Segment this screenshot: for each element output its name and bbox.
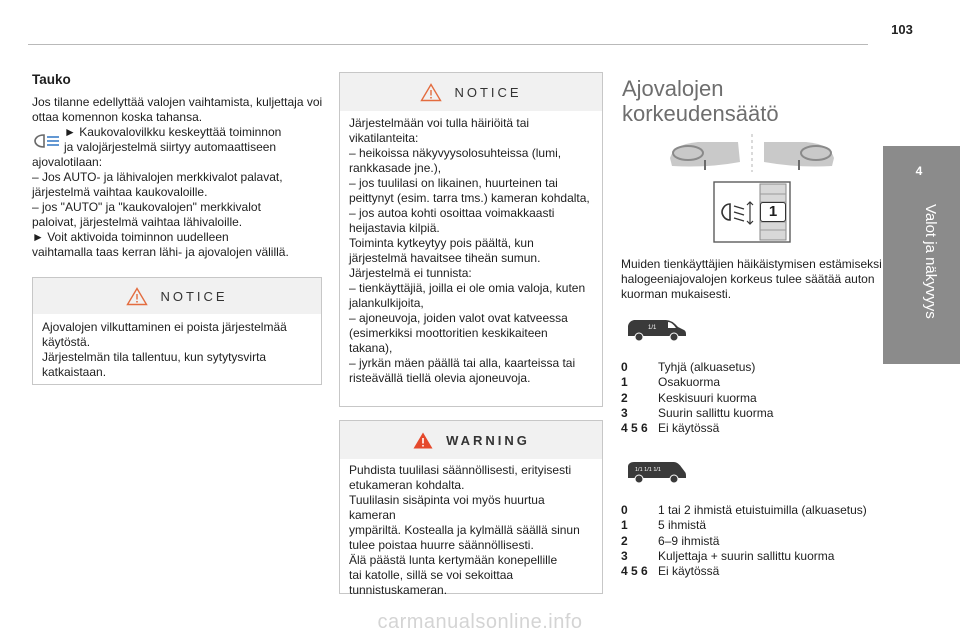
notice-line: Ajovalojen vilkuttaminen ei poista järjestelmää bbox=[42, 320, 287, 334]
warning-triangle-icon bbox=[420, 83, 442, 102]
legend-text: Tyhjä (alkuasetus) bbox=[658, 360, 756, 374]
legend-text: Ei käytössä bbox=[658, 421, 720, 436]
legend-row bbox=[621, 375, 773, 390]
warning-line: Puhdista tuulilasi säännöllisesti, erityisesti bbox=[349, 463, 572, 477]
passenger-load-legend bbox=[621, 503, 867, 579]
notice-line: – ajoneuvoja, joiden valot ovat katveessa bbox=[349, 311, 568, 325]
notice-line: – jos autoa kohti osoittaa voimakkaasti bbox=[349, 206, 555, 220]
notice-line: heijastavia kilpiä. bbox=[349, 221, 440, 235]
dashboard-steering-illustration bbox=[668, 132, 838, 174]
notice-line: rankkasade jne.), bbox=[349, 161, 442, 175]
header-rule bbox=[28, 44, 868, 45]
notice-line: jalankulkijoita, bbox=[349, 296, 424, 310]
legend-text: 6–9 ihmistä bbox=[658, 533, 720, 548]
legend-row bbox=[621, 549, 867, 564]
pause-line: paloivat, järjestelmä vaihtaa lähivaloille. bbox=[32, 215, 243, 229]
pause-line: ja valojärjestelmä siirtyy automaattiseen bbox=[64, 140, 277, 154]
notice-line: – jos tuulilasi on likainen, huurteinen tai bbox=[349, 176, 558, 190]
warning-line: ympäriltä. Kostealla ja kylmällä säällä sinun bbox=[349, 523, 580, 537]
legend-key: 1 bbox=[621, 375, 628, 390]
notice-line: Järjestelmän tila tallentuu, kun sytytysvirta bbox=[42, 350, 267, 364]
warning-line: Tuulilasin sisäpinta voi myös huurtua kameran bbox=[349, 493, 545, 522]
pause-line: ajovalotilaan: bbox=[32, 155, 103, 169]
leveling-title bbox=[622, 76, 779, 126]
pause-line: järjestelmä vaihtaa kaukovaloille. bbox=[32, 185, 208, 199]
pause-line: vaihtamalla taas kerran lähi- ja ajovalojen välillä. bbox=[32, 245, 289, 259]
legend-text: Suurin sallittu kuorma bbox=[658, 405, 774, 420]
pause-indent-block bbox=[32, 125, 324, 155]
legend-row bbox=[621, 564, 867, 579]
van-icon bbox=[626, 318, 688, 342]
notice-line: – jyrkän mäen päällä tai alla, kaarteissa tai bbox=[349, 356, 576, 370]
legend-text: 1 tai 2 ihmistä etuistuimilla (alkuasetus) bbox=[658, 503, 867, 517]
pause-intro: Jos tilanne edellyttää valojen vaihtamista, kuljettaja voi ottaa komennon koska tahansa. bbox=[32, 95, 323, 124]
leveling-title-line: Ajovalojen bbox=[622, 76, 724, 101]
leveling-intro: Muiden tienkäyttäjien häikäistymisen estämiseksi halogeeniajovalojen korkeus tulee säätää auton kuorman mukaisesti. bbox=[621, 257, 882, 301]
notice-header bbox=[33, 278, 321, 314]
notice-line: katkaistaan. bbox=[42, 365, 107, 379]
pause-line: ► Voit aktivoida toiminnon uudelleen bbox=[32, 230, 229, 244]
legend-key: 1 bbox=[621, 518, 628, 533]
legend-row bbox=[621, 391, 773, 406]
pause-line: – jos "AUTO" ja "kaukovalojen" merkkivalot bbox=[32, 200, 261, 214]
warning-line: tunnistuskameran. bbox=[349, 583, 448, 597]
notice-line: (esimerkiksi moottoritien keskikaiteen bbox=[349, 326, 548, 340]
legend-row bbox=[621, 534, 867, 549]
notice-line: – tienkäyttäjiä, joilla ei ole omia valoja, kuten bbox=[349, 281, 586, 295]
legend-row bbox=[621, 518, 867, 533]
notice-line: – heikoissa näkyvyysolosuhteissa (lumi, bbox=[349, 146, 562, 160]
legend-row bbox=[621, 421, 773, 436]
pause-line: ► Kaukovalovilkku keskeyttää toiminnon bbox=[64, 125, 282, 139]
warning-body bbox=[340, 459, 602, 607]
notice-line: Toiminta kytkeytyy pois päältä, kun bbox=[349, 236, 534, 250]
page-number: 103 bbox=[891, 22, 913, 37]
high-beam-flash-icon bbox=[30, 131, 62, 151]
pause-heading: Tauko bbox=[32, 72, 71, 87]
leveling-title-line: korkeudensäätö bbox=[622, 101, 779, 126]
warning-line: Älä päästä lunta kertymään konepellille bbox=[349, 553, 558, 567]
pause-line: – Jos AUTO- ja lähivalojen merkkivalot palavat, bbox=[32, 170, 283, 184]
legend-key: 0 bbox=[621, 503, 628, 517]
warning-header bbox=[340, 421, 602, 459]
legend-key: 3 bbox=[621, 405, 628, 420]
legend-key: 0 bbox=[621, 360, 628, 374]
notice-label: NOTICE bbox=[454, 84, 522, 100]
legend-text: Ei käytössä bbox=[658, 564, 720, 579]
minibus-icon bbox=[626, 460, 688, 484]
warning-filled-triangle-icon bbox=[412, 431, 434, 450]
warning-box bbox=[339, 420, 603, 597]
warning-label: WARNING bbox=[446, 432, 530, 448]
side-tab bbox=[883, 146, 960, 364]
legend-text: Keskisuuri kuorma bbox=[658, 390, 757, 405]
warning-triangle-icon bbox=[126, 287, 148, 306]
pause-rest bbox=[32, 155, 324, 260]
warning-line: tai katolle, sillä se voi sekoittaa bbox=[349, 568, 514, 582]
notice-body bbox=[33, 314, 321, 389]
notice-header bbox=[340, 73, 602, 111]
warning-line: etukameran kohdalta. bbox=[349, 478, 465, 492]
warning-line: tulee poistaa huurre säännöllisesti. bbox=[349, 538, 534, 552]
notice-line: Järjestelmään voi tulla häiriöitä tai bbox=[349, 116, 530, 130]
legend-key: 2 bbox=[621, 533, 628, 548]
side-tab-number: 4 bbox=[915, 164, 923, 178]
legend-row bbox=[621, 360, 773, 375]
notice-line: vikatilanteita: bbox=[349, 131, 419, 145]
legend-row bbox=[621, 406, 773, 421]
legend-row bbox=[621, 503, 867, 518]
pause-section bbox=[32, 72, 324, 260]
footer-watermark: carmanualsonline.info bbox=[377, 611, 583, 633]
notice-label: NOTICE bbox=[160, 288, 228, 304]
side-tab-title: Valot ja näkyvyys bbox=[922, 204, 939, 319]
legend-key: 4 5 6 bbox=[621, 421, 648, 436]
notice-line: käytöstä. bbox=[42, 335, 91, 349]
notice-box-2 bbox=[339, 72, 603, 407]
svg-text:1/1 1/1 1/1: 1/1 1/1 1/1 bbox=[635, 467, 661, 473]
notice-line: risteävällä tiellä olevia ajoneuvoja. bbox=[349, 371, 531, 385]
thumbwheel-value: 1 bbox=[760, 202, 786, 222]
legend-text: 5 ihmistä bbox=[658, 518, 707, 533]
legend-key: 4 5 6 bbox=[621, 564, 648, 579]
notice-box-1 bbox=[32, 277, 322, 385]
notice-line: takana), bbox=[349, 341, 393, 355]
legend-text: Osakuorma bbox=[658, 375, 721, 390]
van-load-legend bbox=[621, 360, 773, 436]
legend-key: 3 bbox=[621, 548, 628, 563]
legend-text: Kuljettaja + suurin sallittu kuorma bbox=[658, 548, 835, 563]
notice-line: peittynyt (esim. tarra tms.) kameran kohdalta, bbox=[349, 191, 590, 205]
notice-line: järjestelmä havaitsee tiheän sumun. bbox=[349, 251, 541, 265]
notice-line: Järjestelmä ei tunnista: bbox=[349, 266, 472, 280]
legend-key: 2 bbox=[621, 390, 628, 405]
notice-body bbox=[340, 111, 602, 395]
svg-text:1/1: 1/1 bbox=[648, 325, 657, 331]
